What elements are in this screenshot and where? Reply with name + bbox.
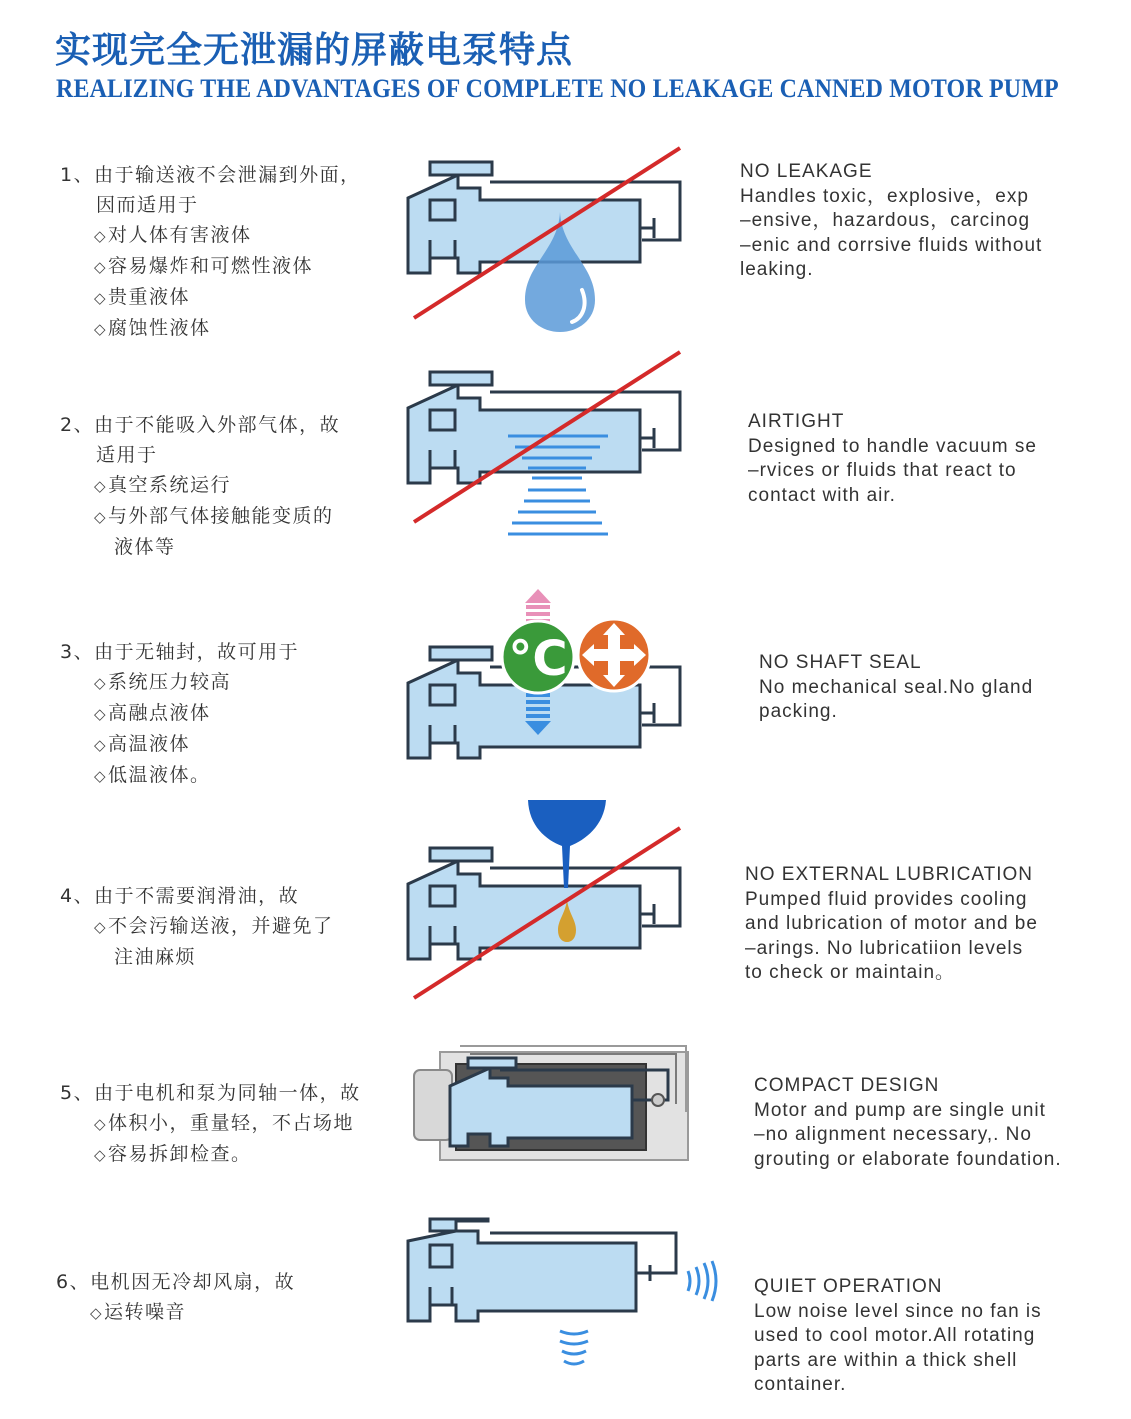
en-line: –enic and corrsive fluids without: [740, 234, 1043, 256]
cn-bullet: [60, 760, 390, 791]
arrow-up-icon: [525, 589, 551, 623]
cn-bullet-text: 低温液体。: [108, 764, 211, 786]
cn-bullet-text: 高融点液体: [108, 702, 211, 724]
pump-icon: [408, 1219, 676, 1321]
en-line: to check or maintain。: [745, 962, 956, 983]
cn-line: 3、由于无轴封，故可用于: [60, 641, 300, 663]
cn-bullet-text: 容易爆炸和可燃性液体: [108, 255, 314, 277]
page-title-en: REALIZING THE ADVANTAGES OF COMPLETE NO LEAKAGE CANNED MOTOR PUMP: [56, 74, 1059, 103]
feature-cn-text: [60, 410, 390, 562]
sound-waves-right-icon: [688, 1261, 716, 1301]
cn-bullet: [60, 501, 390, 532]
en-line: No mechanical seal.No gland: [759, 676, 1034, 698]
en-line: grouting or elaborate foundation.: [754, 1148, 1062, 1170]
en-title: QUIET OPERATION: [754, 1276, 943, 1297]
en-line: Pumped fluid provides cooling: [745, 888, 1028, 910]
no-shaft-seal-diagram: [400, 587, 700, 807]
cn-bullet-text: 运转噪音: [104, 1301, 187, 1323]
sound-waves-bottom-icon: [560, 1331, 588, 1364]
cn-bullet-text: 容易拆卸检查。: [108, 1143, 252, 1165]
cn-line: 4、由于不需要润滑油，故: [60, 885, 300, 907]
cn-bullet-text: 与外部气体接触能变质的: [108, 505, 334, 527]
pump-icon: [408, 372, 680, 483]
en-line: packing.: [759, 701, 838, 722]
cn-bullet-text: 贵重液体: [108, 286, 191, 308]
no-leakage-diagram: [400, 140, 700, 340]
feature-cn-text: [60, 637, 390, 791]
cn-bullet: [60, 282, 390, 313]
cn-bullet: [60, 667, 390, 698]
en-line: Designed to handle vacuum se: [748, 435, 1037, 457]
feature-en-text: [740, 160, 1110, 283]
compact-pump-icon: [414, 1046, 688, 1160]
feature-cn-text: [60, 1078, 390, 1170]
feature-cn-text: [60, 881, 390, 972]
cn-bullet-text: 体积小，重量轻，不占场地: [108, 1112, 355, 1134]
oil-nozzle-icon: [528, 800, 606, 888]
compact-design-diagram: [410, 1040, 700, 1170]
cn-bullet: [60, 911, 390, 942]
pressure-icon: [578, 619, 650, 691]
en-line: and lubrication of motor and be: [745, 913, 1038, 934]
en-line: parts are within a thick shell: [754, 1349, 1018, 1371]
cn-line: 液体等: [114, 536, 176, 558]
en-line: container.: [754, 1374, 847, 1395]
en-title: AIRTIGHT: [748, 411, 845, 432]
en-line: –ensive，hazardous，carcinog: [740, 210, 1031, 231]
temperature-icon: [502, 621, 574, 693]
en-line: Motor and pump are single unit: [754, 1099, 1046, 1121]
feature-en-text: [748, 410, 1118, 508]
en-line: Low noise level since no fan is: [754, 1300, 1042, 1322]
cn-line: 6、电机因无冷却风扇，故: [56, 1271, 296, 1293]
cn-bullet: [60, 251, 390, 282]
cn-bullet-text: 真空系统运行: [108, 474, 232, 496]
pump-icon: [408, 848, 680, 959]
en-title: NO SHAFT SEAL: [759, 652, 922, 673]
page-title-cn: 实现完全无泄漏的屏蔽电泵特点: [55, 29, 574, 71]
cn-line: 2、由于不能吸入外部气体，故: [60, 414, 341, 436]
feature-en-text: [745, 863, 1115, 986]
cn-bullet: [60, 1139, 390, 1170]
feature-cn-text: [60, 160, 390, 344]
feature-en-text: [759, 651, 1129, 725]
en-line: leaking.: [740, 259, 814, 280]
cn-bullet: [60, 220, 390, 251]
cn-line: 适用于: [96, 444, 158, 466]
cn-bullet: [60, 698, 390, 729]
cn-line: 5、由于电机和泵为同轴一体，故: [60, 1082, 361, 1104]
cn-bullet-text: 对人体有害液体: [108, 224, 252, 246]
cn-bullet: [56, 1297, 386, 1328]
cn-bullet-text: 系统压力较高: [108, 671, 232, 693]
cn-bullet: [60, 729, 390, 760]
temperature-label: °C: [508, 631, 568, 687]
feature-en-text: [754, 1275, 1124, 1398]
quiet-operation-diagram: [400, 1215, 730, 1375]
feature-en-text: [754, 1074, 1124, 1172]
cn-bullet: [60, 1108, 390, 1139]
cn-bullet: [60, 313, 390, 344]
en-line: Handles toxic，explosive，exp: [740, 185, 1029, 207]
cn-bullet-text: 高温液体: [108, 733, 191, 755]
en-line: –arings. No lubricatiion levels: [745, 937, 1024, 959]
en-line: –no alignment necessary,. No: [754, 1124, 1032, 1145]
cn-line: 1、由于输送液不会泄漏到外面，: [60, 164, 361, 186]
en-title: NO LEAKAGE: [740, 161, 873, 182]
en-title: NO EXTERNAL LUBRICATION: [745, 864, 1033, 885]
cn-line: 因而适用于: [96, 194, 199, 216]
feature-cn-text: [56, 1267, 386, 1328]
no-lubrication-diagram: [400, 796, 700, 1006]
cn-bullet-text: 腐蚀性液体: [108, 317, 211, 339]
cn-bullet-text: 不会污输送液，并避免了: [108, 915, 334, 937]
airtight-diagram: [400, 350, 700, 550]
en-line: contact with air.: [748, 484, 896, 506]
en-line: –rvices or fluids that react to: [748, 460, 1017, 481]
en-line: used to cool motor.All rotating: [754, 1325, 1036, 1346]
cn-bullet: [60, 470, 390, 501]
en-title: COMPACT DESIGN: [754, 1075, 940, 1096]
cn-line: 注油麻烦: [114, 946, 197, 968]
